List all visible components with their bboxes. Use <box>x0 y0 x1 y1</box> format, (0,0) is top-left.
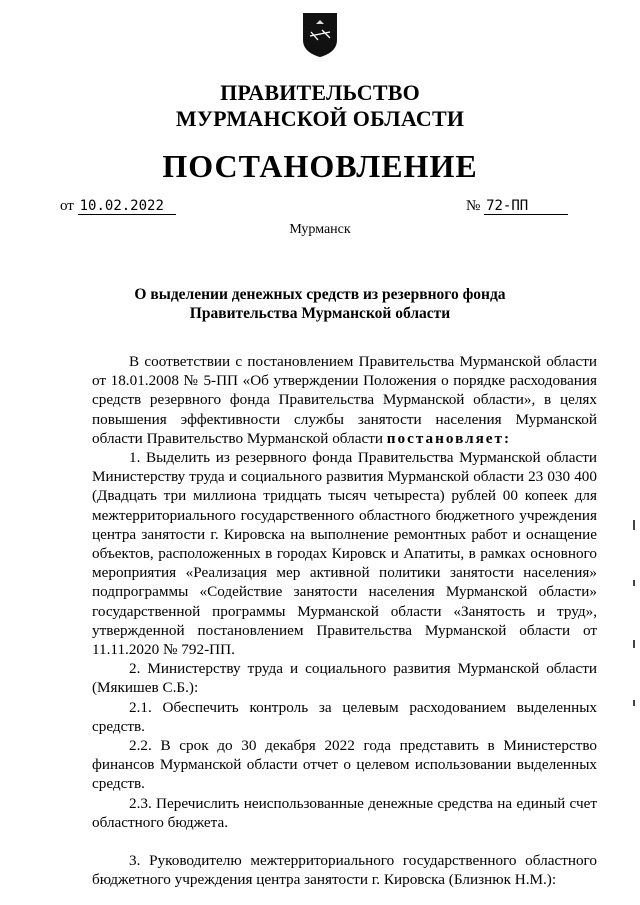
clause-2-1: 2.1. Обеспечить контроль за целевым расходованием выделенных средств. <box>92 698 597 735</box>
clause-1: 1. Выделить из резервного фонда Правительства Мурманской области Министерству труда и социального развития Мурманской области 23 030 400 (Двадцать три миллиона тридцать тысяч четыреста) рублей 00 копеек для межтерриториального государственного областного бюджетного учреждения центра занятости г. Кировска на выполнение ремонтных работ и оснащение объектов, расположенных в городах Кировск и Апатиты, в рамках основного мероприятия «Реализация мер активной политики занятости населения» подпрограммы «Содействие занятости населения Мурманской области» государственной программы Мурманской области «Занятость и труд», утвержденной постановлением Правительства Мурманской области от 11.11.2020 № 792-ПП. <box>92 449 597 659</box>
org-name-line1: ПРАВИТЕЛЬСТВО <box>220 80 420 105</box>
date-prefix: от <box>60 198 74 214</box>
preamble-text: В соответствии с постановлением Правительства Мурманской области от 18.01.2008 № 5-ПП «Об утверждении Положения о порядке расходования средств резервного фонда Правительства Мурманской области», в целях повышения эффективности службы занятости населения Мурманской области Правительство Мурманской области <box>92 353 597 447</box>
subject-line1: О выделении денежных средств из резервного фонда <box>134 286 506 303</box>
clause-3: 3. Руководителю межтерриториального государственного областного бюджетного учреждения центра занятости г. Кировска (Близнюк Н.М.): <box>92 852 597 889</box>
date-value: 10.02.2022 <box>78 198 176 215</box>
scan-edge-mark <box>632 520 636 720</box>
org-name-line2: МУРМАНСКОЙ ОБЛАСТИ <box>175 106 465 131</box>
subject-line2: Правительства Мурманской области <box>189 305 451 322</box>
document-subject <box>0 285 640 323</box>
document-date <box>60 198 176 215</box>
clause-2-3: 2.3. Перечислить неиспользованные денежные средства на единый счет областного бюджета. <box>92 794 597 831</box>
preamble-paragraph <box>92 352 597 448</box>
number-value: 72-ПП <box>484 198 568 215</box>
document-body <box>92 352 597 889</box>
city-name: Мурманск <box>289 222 351 237</box>
number-prefix: № <box>466 198 481 214</box>
clause-2-2: 2.2. В срок до 30 декабря 2022 года представить в Министерство финансов Мурманской области отчет о целевом использовании выделенных средств. <box>92 737 597 793</box>
coat-of-arms-icon <box>302 12 338 58</box>
document-number <box>466 198 568 215</box>
decree-keyword: постановляет: <box>386 429 512 447</box>
document-type-title: ПОСТАНОВЛЕНИЕ <box>162 148 478 184</box>
clause-2: 2. Министерству труда и социального развития Мурманской области (Мякишев С.Б.): <box>92 660 597 697</box>
